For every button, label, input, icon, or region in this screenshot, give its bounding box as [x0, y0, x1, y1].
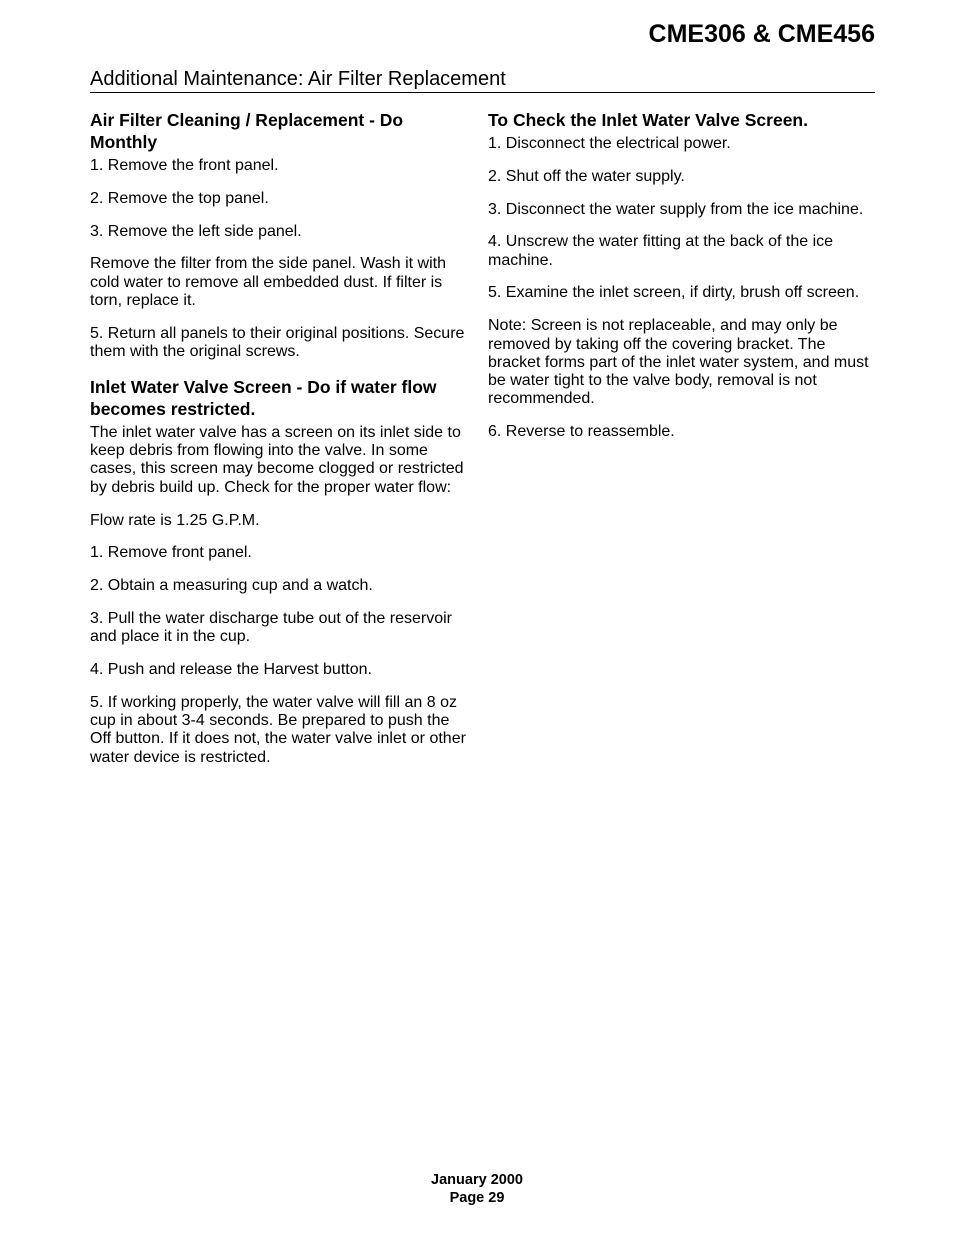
- footer-page-number: Page 29: [449, 1190, 505, 1206]
- right-column: [488, 109, 875, 456]
- check-screen-note: Note: Screen is not replaceable, and may only be removed by taking off the covering bracket. The bracket forms part of the inlet water system, and must be water tight to the valve body, removal is not recommended.: [488, 317, 869, 408]
- header-divider: [90, 92, 875, 93]
- check-screen-step: 1. Disconnect the electrical power.: [488, 135, 731, 152]
- footer-date: January 2000: [431, 1172, 523, 1188]
- flow-rate-text: Flow rate is 1.25 G.P.M.: [90, 511, 260, 529]
- air-filter-step: 1. Remove the front panel.: [90, 157, 279, 174]
- document-title: CME306 & CME456: [648, 20, 875, 48]
- air-filter-heading: Air Filter Cleaning / Replacement - Do Monthly: [90, 110, 404, 152]
- inlet-screen-heading: Inlet Water Valve Screen - Do if water flow becomes restricted.: [90, 376, 437, 419]
- check-screen-step: 3. Disconnect the water supply from the ice machine.: [488, 200, 864, 218]
- air-filter-step: 3. Remove the left side panel.: [90, 222, 302, 240]
- page-footer: [0, 1171, 954, 1207]
- inlet-screen-step: 4. Push and release the Harvest button.: [90, 661, 372, 679]
- section-title: Additional Maintenance: Air Filter Replacement: [90, 68, 506, 90]
- left-column: [90, 109, 474, 782]
- check-screen-step: 2. Shut off the water supply.: [488, 167, 685, 185]
- inlet-screen-step: 1. Remove front panel.: [90, 544, 252, 562]
- inlet-screen-step: 3. Pull the water discharge tube out of the reservoir and place it in the cup.: [90, 609, 452, 646]
- inlet-screen-intro: The inlet water valve has a screen on its inlet side to keep debris from flowing into the valve. In some cases, this screen may become clogged or restricted by debris build up. Check for the proper water flow:: [90, 423, 464, 496]
- check-screen-step: 5. Examine the inlet screen, if dirty, brush off screen.: [488, 284, 860, 302]
- air-filter-step: 2. Remove the top panel.: [90, 189, 269, 207]
- air-filter-step: 5. Return all panels to their original positions. Secure them with the original screws.: [90, 324, 465, 361]
- check-screen-step: 6. Reverse to reassemble.: [488, 423, 675, 441]
- air-filter-step: Remove the filter from the side panel. Wash it with cold water to remove all embedded dust. If filter is torn, replace it.: [90, 255, 446, 309]
- inlet-screen-step: 5. If working properly, the water valve will fill an 8 oz cup in about 3-4 seconds. Be prepared to push the Off button. If it does not, the water valve inlet or other water device is restricted.: [90, 693, 466, 766]
- check-screen-heading: To Check the Inlet Water Valve Screen.: [488, 110, 808, 130]
- check-screen-step: 4. Unscrew the water fitting at the back of the ice machine.: [488, 233, 834, 269]
- inlet-screen-step: 2. Obtain a measuring cup and a watch.: [90, 577, 373, 595]
